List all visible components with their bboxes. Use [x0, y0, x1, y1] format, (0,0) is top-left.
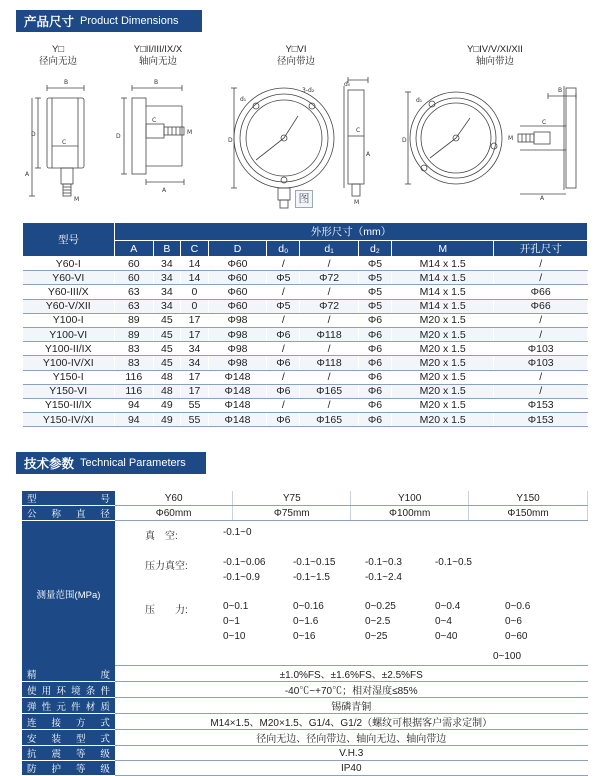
dimension-cell: 14 [181, 271, 209, 285]
tech-label-range: 测量范围(MPa) [22, 521, 115, 667]
tech-model-y100: Y100 [351, 491, 469, 506]
dimension-cell: Φ6 [267, 327, 300, 341]
dimension-cell: Φ148 [208, 370, 267, 384]
dimension-cell: Φ103 [494, 356, 588, 370]
dimension-cell: 0 [181, 299, 209, 313]
table-row [23, 299, 588, 313]
diagram-caption-radial-flange [256, 44, 336, 68]
dimension-cell: / [300, 257, 359, 271]
dim-letter-d: D [228, 137, 233, 144]
dims-column-header: A [115, 241, 154, 257]
table-row [23, 257, 588, 271]
dimension-cell: M14 x 1.5 [391, 299, 493, 313]
range-compound-value: -0.1~1.5 [292, 572, 330, 583]
table-row [23, 384, 588, 398]
diagram-code: Y□VI [285, 44, 307, 55]
dims-column-header: d₁ [300, 241, 359, 257]
diagram-radial-side-view [22, 76, 102, 206]
dims-header-model: 型号 [23, 223, 115, 257]
dimension-cell: 83 [115, 356, 154, 370]
dimension-cell: Φ5 [267, 271, 300, 285]
tech-spec-value: IP40 [115, 761, 588, 776]
dimension-cell: Φ6 [358, 398, 391, 412]
dimension-cell: Φ5 [358, 271, 391, 285]
dimension-cell: M20 x 1.5 [391, 398, 493, 412]
tech-spec-label: 防 护 等 级 [22, 761, 115, 776]
dimension-cell: Φ72 [300, 271, 359, 285]
dimension-cell: 63 [115, 285, 154, 299]
model-cell: Y100-II/IX [23, 342, 115, 356]
dimension-cell: Φ118 [300, 356, 359, 370]
dimension-cell: / [494, 271, 588, 285]
section-title-en: Technical Parameters [80, 457, 186, 469]
dims-table-body [23, 257, 588, 427]
range-pressure-value: 0~0.1 [222, 601, 249, 612]
model-cell: Y150-IV/XI [23, 413, 115, 427]
dim-letter-d: D [116, 133, 121, 140]
dim-letter-d1: d₁ [416, 97, 423, 104]
dimension-cell: 116 [115, 370, 154, 384]
model-cell: Y150-VI [23, 384, 115, 398]
dim-letter-a: A [540, 195, 545, 202]
dims-column-header: 开孔尺寸 [494, 241, 588, 257]
diagram-desc: 径向带边 [276, 56, 315, 67]
dimension-cell: 45 [153, 356, 181, 370]
range-pressure-value: 0~0.16 [292, 601, 324, 612]
dims-column-header: d₀ [267, 241, 300, 257]
table-row [22, 682, 588, 698]
range-compound-value: -0.1~0.15 [292, 557, 336, 568]
dimension-cell: Φ6 [358, 327, 391, 341]
range-pressure-value: 0~1 [222, 616, 240, 627]
table-row [23, 398, 588, 412]
dimension-cell: Φ6 [358, 342, 391, 356]
table-row [22, 666, 588, 682]
diagram-desc: 径向无边 [38, 56, 77, 67]
dim-letter-b: B [154, 79, 159, 86]
model-cell: Y60-VI [23, 271, 115, 285]
dim-letter-m: M [187, 129, 193, 136]
dimension-cell: 34 [153, 257, 181, 271]
dimension-cell: 89 [115, 327, 154, 341]
dimension-cell: M14 x 1.5 [391, 257, 493, 271]
table-row [22, 761, 588, 776]
range-pressure-value: 0~40 [434, 631, 458, 642]
range-compound-value: -0.1~0.06 [222, 557, 266, 568]
dimension-cell: / [267, 257, 300, 271]
range-compound-value: -0.1~0.3 [364, 557, 402, 568]
dimension-cell: Φ5 [358, 299, 391, 313]
dimension-cell: Φ5 [358, 285, 391, 299]
measurement-range-cell [115, 521, 588, 666]
dimension-cell: / [300, 313, 359, 327]
section-header-product-dimensions [16, 10, 202, 32]
dim-letter-m: M [354, 199, 360, 206]
dimension-cell: 48 [153, 384, 181, 398]
dimension-cell: M20 x 1.5 [391, 327, 493, 341]
tech-model-y150: Y150 [469, 491, 588, 506]
dimensions-table [22, 222, 588, 427]
dim-letter-d: D [402, 137, 407, 144]
dimension-cell: / [267, 313, 300, 327]
table-row [22, 698, 588, 714]
dimension-cell: / [300, 398, 359, 412]
dimension-cell: Φ6 [358, 384, 391, 398]
dimension-cell: Φ6 [267, 384, 300, 398]
range-label-vacuum: 真 空: [144, 531, 178, 542]
table-row [23, 271, 588, 285]
dims-column-header: B [153, 241, 181, 257]
range-pressure-value: 0~0.4 [434, 601, 461, 612]
tech-spec-label: 抗 震 等 级 [22, 746, 115, 761]
tech-label-model: 型 号 [22, 491, 115, 506]
dimension-cell: Φ165 [300, 384, 359, 398]
diagram-desc: 轴向无边 [138, 56, 177, 67]
tech-spec-value: ±1.0%FS、±1.6%FS、±2.5%FS [115, 666, 588, 682]
tech-spec-value: V.H.3 [115, 746, 588, 761]
dimension-cell: Φ98 [208, 313, 267, 327]
tech-diameter-75: Φ75mm [233, 506, 351, 521]
range-pressure-value: 0~10 [222, 631, 246, 642]
dimension-cell: Φ103 [494, 342, 588, 356]
dimension-cell: M14 x 1.5 [391, 285, 493, 299]
dimension-cell: 34 [153, 299, 181, 313]
dimension-cell: 45 [153, 313, 181, 327]
tech-spec-value: -40℃~+70℃；相对湿度≤85% [115, 682, 588, 698]
dimension-cell: 45 [153, 342, 181, 356]
model-cell: Y60-V/XII [23, 299, 115, 313]
tech-spec-label: 精 度 [22, 666, 115, 682]
dimension-cell: Φ6 [267, 356, 300, 370]
range-pressure-value: 0~2.5 [364, 616, 391, 627]
tech-diameter-100: Φ100mm [351, 506, 469, 521]
range-vacuum-value: -0.1~0 [222, 527, 252, 538]
range-label-pressure: 压 力: [144, 605, 188, 616]
dim-letter-c: C [152, 117, 157, 124]
tech-model-y75: Y75 [233, 491, 351, 506]
dimension-cell: 55 [181, 413, 209, 427]
range-pressure-value: 0~0.6 [504, 601, 531, 612]
dimension-cell: / [494, 257, 588, 271]
dim-letter-c: C [356, 127, 361, 134]
dimension-cell: Φ153 [494, 398, 588, 412]
dimension-cell: Φ5 [267, 299, 300, 313]
dimension-cell: M20 x 1.5 [391, 413, 493, 427]
tech-label-diameter: 公 称 直 径 [22, 506, 115, 521]
dimension-cell: 94 [115, 413, 154, 427]
dimension-cell: 34 [153, 285, 181, 299]
range-compound-value: -0.1~2.4 [364, 572, 402, 583]
table-row [23, 413, 588, 427]
dim-letter-m: M [508, 135, 514, 142]
section-title-zh: 技术参数 [24, 457, 75, 471]
diagram-axial-flange-view [402, 76, 584, 200]
dimension-cell: Φ148 [208, 398, 267, 412]
range-pressure-value: 0~4 [434, 616, 452, 627]
dimension-cell: Φ66 [494, 285, 588, 299]
dim-letter-d: D [31, 131, 36, 138]
dimension-cell: M14 x 1.5 [391, 271, 493, 285]
range-pressure-value: 0~1.6 [292, 616, 319, 627]
dimension-cell: 17 [181, 370, 209, 384]
dimension-cell: / [494, 327, 588, 341]
dimension-cell: Φ153 [494, 413, 588, 427]
dimension-cell: 60 [115, 271, 154, 285]
dimension-cell: Φ66 [494, 299, 588, 313]
dim-letter-b: B [558, 87, 563, 94]
range-pressure-value: 0~16 [292, 631, 316, 642]
range-pressure-value: 0~6 [504, 616, 522, 627]
range-pressure-value: 0~25 [364, 631, 388, 642]
model-cell: Y60-III/X [23, 285, 115, 299]
dimension-cell: Φ165 [300, 413, 359, 427]
model-cell: Y60-I [23, 257, 115, 271]
diagram-code: Y□IV/V/XI/XII [467, 44, 523, 55]
dimension-cell: M20 x 1.5 [391, 313, 493, 327]
technical-parameters-table [22, 491, 588, 776]
range-pressure-value: 0~60 [504, 631, 528, 642]
dimension-cell: 63 [115, 299, 154, 313]
diagram-desc: 轴向带边 [475, 56, 514, 67]
tech-spec-label: 连 接 方 式 [22, 714, 115, 730]
model-cell: Y100-VI [23, 327, 115, 341]
model-cell: Y100-I [23, 313, 115, 327]
dim-letter-d0: d₀ [344, 81, 351, 88]
dimension-cell: 34 [153, 271, 181, 285]
dimension-cell: Φ148 [208, 384, 267, 398]
model-cell: Y150-I [23, 370, 115, 384]
dimension-cell: Φ118 [300, 327, 359, 341]
table-row [23, 285, 588, 299]
table-row [23, 327, 588, 341]
dimension-cell: 89 [115, 313, 154, 327]
tech-spec-value: M14×1.5、M20×1.5、G1/4、G1/2（螺纹可根据客户需求定制） [115, 714, 588, 730]
dimension-cell: / [494, 313, 588, 327]
dimension-cell: 94 [115, 398, 154, 412]
tech-diameter-60: Φ60mm [115, 506, 233, 521]
dimension-cell: M20 x 1.5 [391, 384, 493, 398]
dimension-cell: 34 [181, 356, 209, 370]
dimension-cell: 116 [115, 384, 154, 398]
table-row [23, 356, 588, 370]
range-pressure-value: 0~0.25 [364, 601, 396, 612]
dimension-cell: 17 [181, 313, 209, 327]
tech-diameter-150: Φ150mm [469, 506, 588, 521]
dimension-cell: Φ6 [267, 413, 300, 427]
dimension-cell: Φ72 [300, 299, 359, 313]
dimension-cell: / [494, 384, 588, 398]
range-label-compound: 压力真空: [144, 561, 188, 572]
dimension-cell: Φ60 [208, 257, 267, 271]
tech-spec-label: 使 用 环 境 条 件 [22, 682, 115, 698]
table-row [23, 342, 588, 356]
dimension-cell: Φ98 [208, 342, 267, 356]
table-row [22, 730, 588, 746]
table-row [23, 370, 588, 384]
dim-letter-c: C [62, 139, 67, 146]
dimension-cell: M20 x 1.5 [391, 370, 493, 384]
dimension-cell: Φ5 [358, 257, 391, 271]
dimension-cell: M20 x 1.5 [391, 342, 493, 356]
dims-column-header: d₂ [358, 241, 391, 257]
dimension-cell: 17 [181, 327, 209, 341]
dimension-cell: / [300, 370, 359, 384]
tech-spec-label: 安 装 型 式 [22, 730, 115, 746]
dim-letter-d2: 3-d₂ [302, 87, 315, 94]
diagram-caption-radial [30, 44, 86, 68]
dimension-cell: / [494, 370, 588, 384]
dim-letter-a: A [25, 171, 30, 178]
tech-spec-rows [22, 666, 588, 776]
range-compound-value: -0.1~0.9 [222, 572, 260, 583]
section-title-en: Product Dimensions [80, 15, 179, 27]
dim-letter-d1: d₁ [240, 96, 247, 103]
dim-letter-b: B [64, 79, 69, 86]
tech-model-y60: Y60 [115, 491, 233, 506]
diagram-axial-side-view [112, 76, 208, 196]
dimension-cell: 0 [181, 285, 209, 299]
dimension-cell: / [300, 342, 359, 356]
diagram-code: Y□ [51, 44, 65, 55]
dimension-cell: Φ98 [208, 327, 267, 341]
section-title-zh: 产品尺寸 [24, 15, 75, 29]
dim-letter-a: A [366, 151, 371, 158]
model-cell: Y100-IV/XI [23, 356, 115, 370]
dimension-cell: 45 [153, 327, 181, 341]
range-pressure-value: 0~100 [492, 651, 522, 662]
watermark-icon: 图 [295, 190, 313, 208]
dimension-cell: / [267, 342, 300, 356]
dimension-cell: 49 [153, 398, 181, 412]
dimension-cell: Φ148 [208, 413, 267, 427]
dims-column-header: M [391, 241, 493, 257]
dimension-cell: Φ6 [358, 356, 391, 370]
dimension-cell: Φ60 [208, 299, 267, 313]
dimension-cell: 17 [181, 384, 209, 398]
dimension-cell: Φ98 [208, 356, 267, 370]
dimension-cell: Φ6 [358, 313, 391, 327]
dimension-cell: Φ6 [358, 370, 391, 384]
section-header-technical-parameters [16, 452, 206, 474]
dimension-cell: 14 [181, 257, 209, 271]
dimension-cell: Φ60 [208, 271, 267, 285]
dims-column-header: C [181, 241, 209, 257]
dimension-cell: Φ6 [358, 413, 391, 427]
table-row [23, 313, 588, 327]
dimension-cell: 60 [115, 257, 154, 271]
tech-spec-value: 锡磷青铜 [115, 698, 588, 714]
diagram-caption-axial [108, 44, 208, 68]
dims-header-group: 外形尺寸（mm） [115, 223, 588, 241]
dimension-cell: / [267, 285, 300, 299]
dimension-cell: 83 [115, 342, 154, 356]
dimension-cell: M20 x 1.5 [391, 356, 493, 370]
table-row [22, 714, 588, 730]
tech-spec-label: 弹 性 元 件 材 质 [22, 698, 115, 714]
dimension-cell: / [300, 285, 359, 299]
range-compound-value: -0.1~0.5 [434, 557, 472, 568]
dimension-cell: 34 [181, 342, 209, 356]
dims-column-header: D [208, 241, 267, 257]
dimension-cell: Φ60 [208, 285, 267, 299]
model-cell: Y150-II/IX [23, 398, 115, 412]
table-row [22, 746, 588, 761]
tech-spec-value: 径向无边、径向带边、轴向无边、轴向带边 [115, 730, 588, 746]
dim-letter-m: M [74, 196, 80, 203]
dimension-cell: 55 [181, 398, 209, 412]
dimension-cell: 48 [153, 370, 181, 384]
diagram-caption-axial-flange [440, 44, 550, 68]
dim-letter-a: A [162, 187, 167, 194]
dimension-cell: / [267, 398, 300, 412]
dim-letter-c: C [542, 119, 547, 126]
diagram-code: Y□II/III/IX/X [133, 44, 183, 55]
dimension-cell: 49 [153, 413, 181, 427]
dimension-cell: / [267, 370, 300, 384]
